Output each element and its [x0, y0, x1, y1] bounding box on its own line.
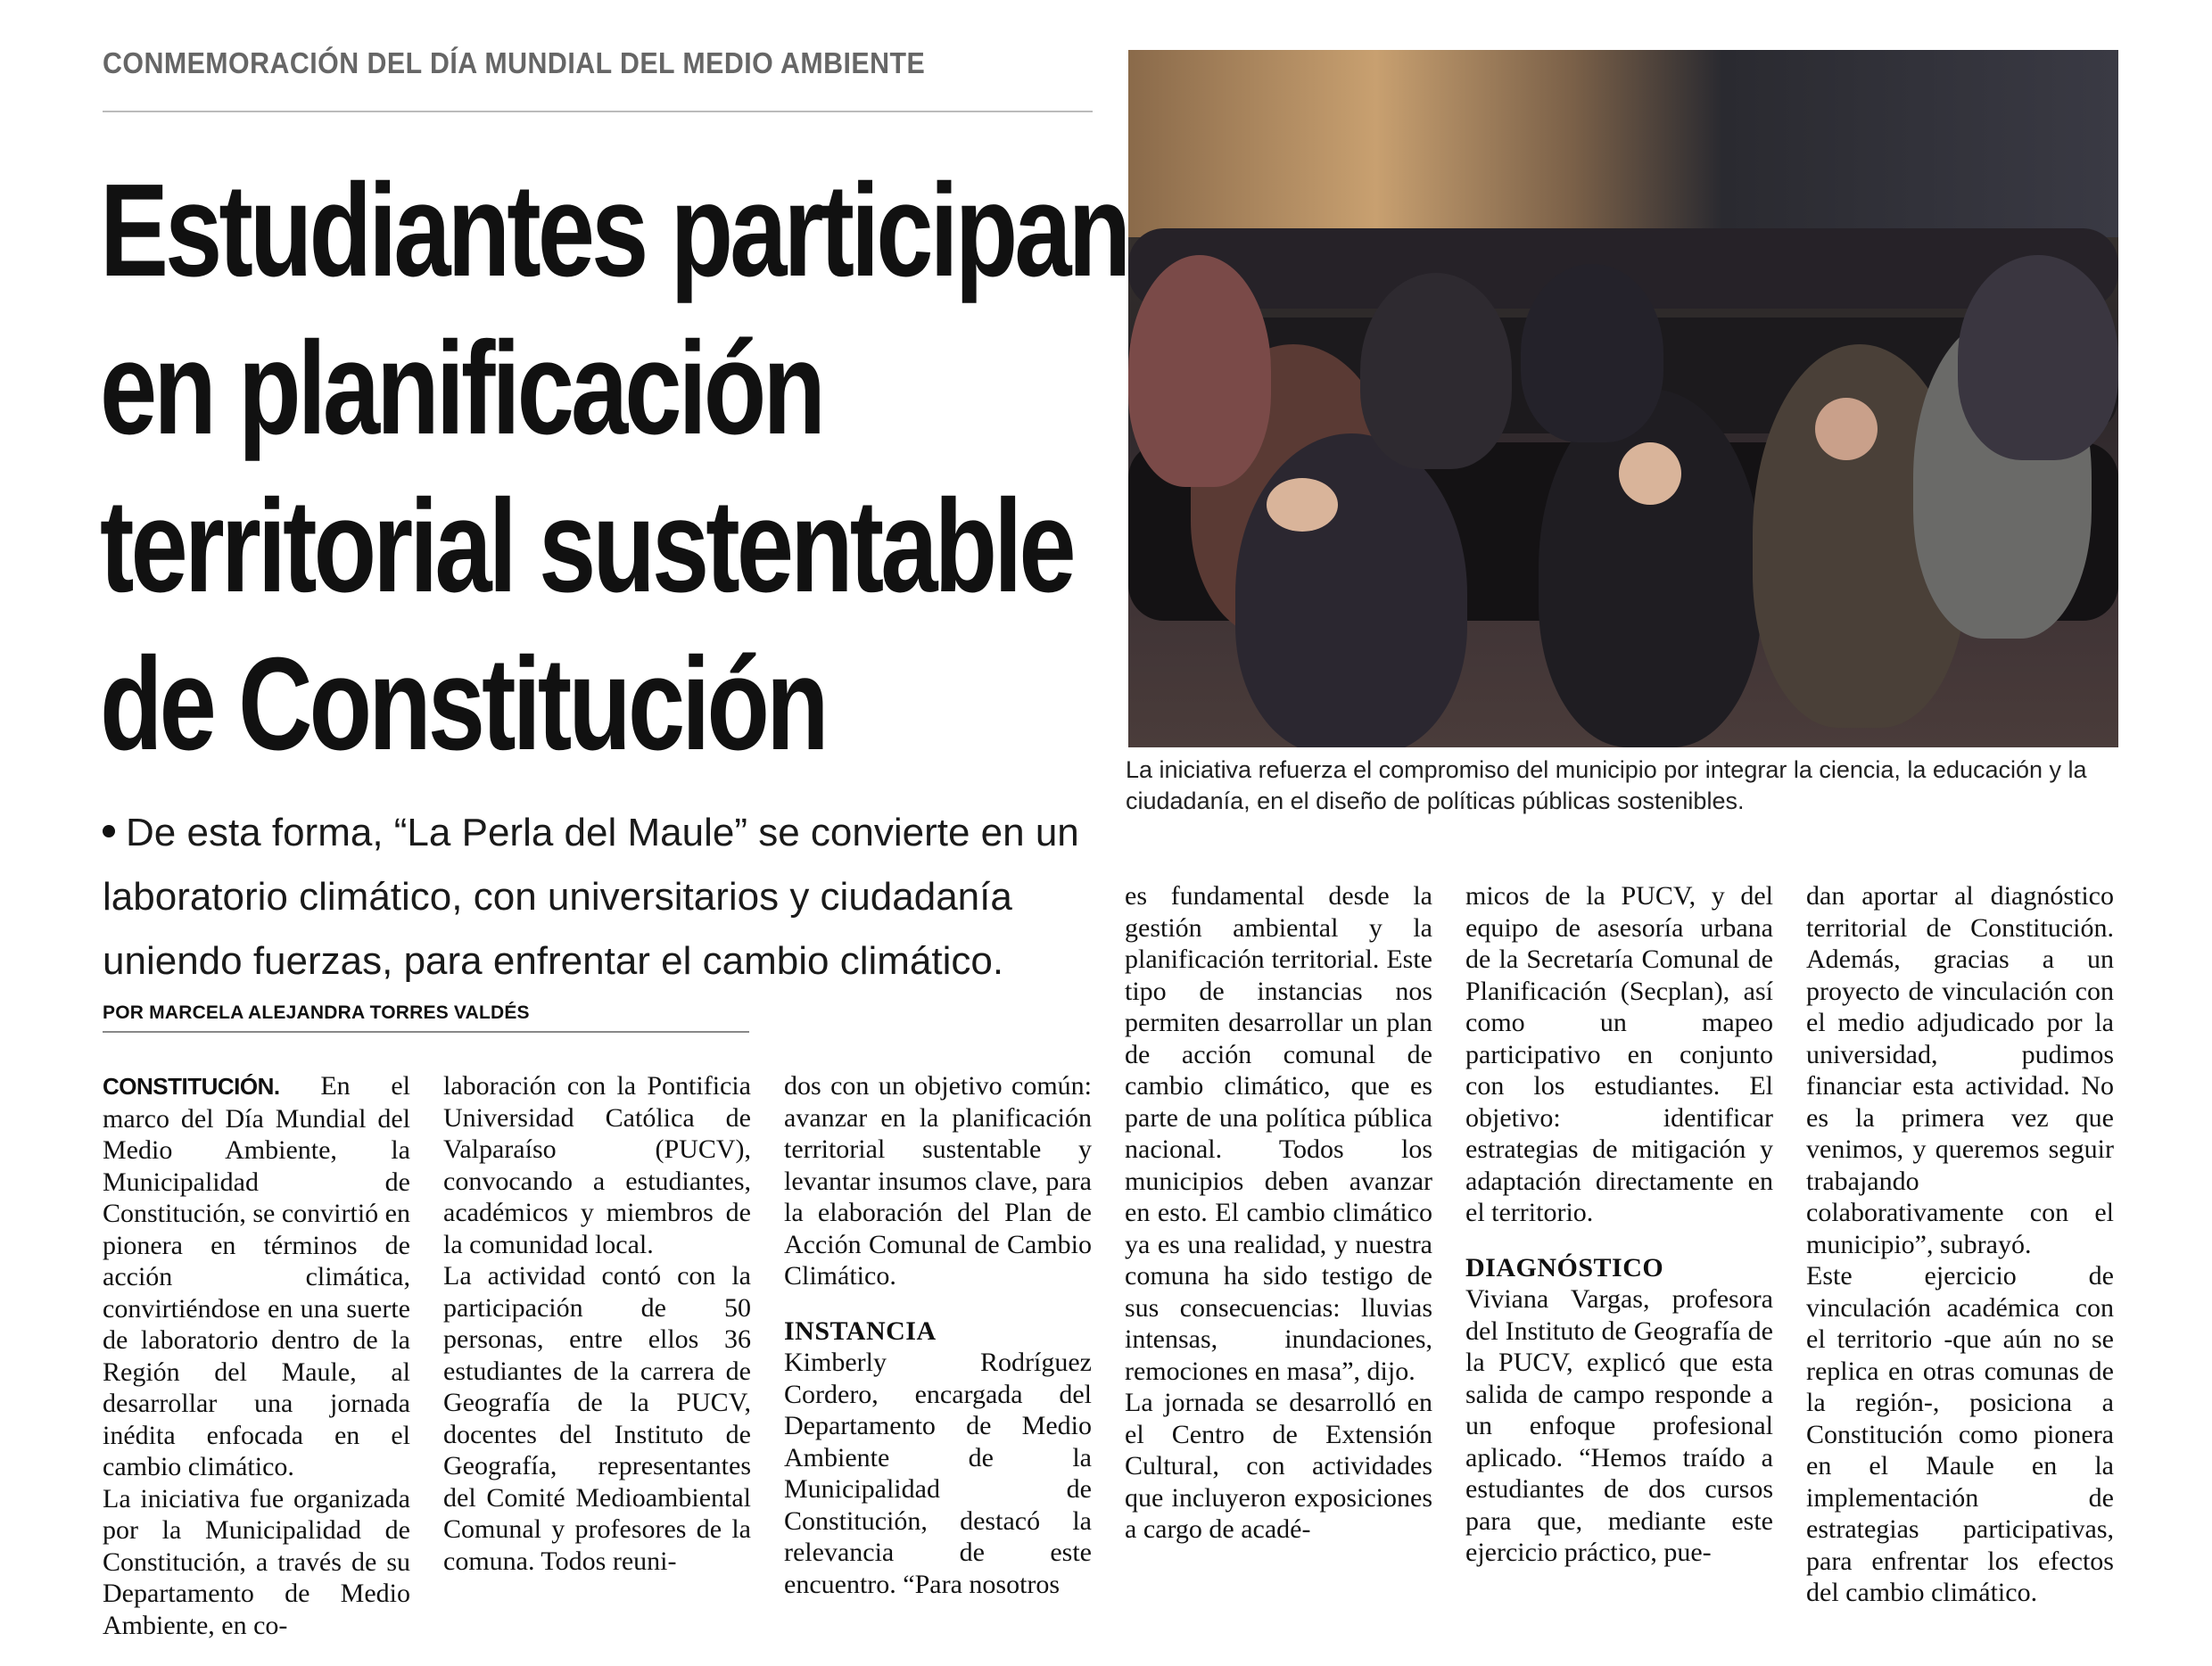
body-paragraph: La iniciativa fue organizada por la Municipalidad de Constitución, a través de su Departamento de Medio Ambiente, en co-: [103, 1483, 410, 1640]
byline-divider: [103, 1031, 749, 1033]
body-column: [1125, 880, 1432, 1546]
body-paragraph: Viviana Vargas, profesora del Instituto de Geografía de la PUCV, explicó que esta salida de campo responde a un enfoque profesional aplicado. “Hemos traído a estudiantes de dos cursos para que, mediante este ejercicio práctico, pue-: [1465, 1284, 1773, 1567]
body-paragraph: es fundamental desde la gestión ambiental y la planificación territorial. Este tipo de instancias nos permiten desarrollar un plan de acción comunal de cambio climático, que es parte de una política pública nacional. Todos los municipios deben avanzar en esto. El cambio climático ya es una realidad, y nuestra comuna ha sido testigo de sus consecuencias: lluvias intensas, inundaciones, remociones en masa”, dijo.: [1125, 881, 1432, 1386]
article-deck: [103, 801, 1093, 994]
body-paragraph: Kimberly Rodríguez Cordero, encargada del Departamento de Medio Ambiente de la Municipalidad de Constitución, destacó la relevancia de este encuentro. “Para nosotros: [784, 1348, 1092, 1599]
photo-background-wall: [1128, 50, 2118, 237]
section-kicker: CONMEMORACIÓN DEL DÍA MUNDIAL DEL MEDIO AMBIENTE: [103, 46, 926, 79]
photo-caption: La iniciativa refuerza el compromiso del municipio por integrar la ciencia, la educación y la ciudadanía, en el diseño de políticas públicas sostenibles.: [1126, 756, 2087, 814]
body-paragraph: micos de la PUCV, y del equipo de asesoría urbana de la Secretaría Comunal de Planificación (Secplan), así como un mapeo participativo en conjunto con los estudiantes. El objetivo: identificar estrategias de mitigación y adaptación directamente en el territorio.: [1465, 881, 1773, 1227]
deck-text: De esta forma, “La Perla del Maule” se convierte en un laboratorio climático, con universitarios y ciudadanía uniendo fuerzas, para enfrentar el cambio climático.: [103, 811, 1079, 983]
photo-person: [1619, 442, 1681, 505]
body-column: [1806, 880, 2114, 1609]
headline-line: Estudiantes participan: [100, 157, 1128, 304]
photo-person: [1267, 478, 1338, 532]
body-paragraph: laboración con la Pontificia Universidad Católica de Valparaíso (PUCV), convocando a estudiantes, académicos y miembros de la comunidad local.: [443, 1071, 751, 1259]
kicker-divider: [103, 111, 1093, 112]
body-paragraph: dan aportar al diagnóstico territorial de Constitución. Además, gracias a un proyecto de vinculación con el medio adjudicado por la universidad, pudimos financiar esta actividad. No es la primera vez que venimos, y queremos seguir trabajando colaborativamente con el municipio”, subrayó.: [1806, 881, 2114, 1259]
photo-person: [1521, 264, 1663, 442]
paragraph-text: En el marco del Día Mundial del Medio Ambiente, la Municipalidad de Constitución, se convirtió en pionera en términos de acción climática, convirtiéndose en una suerte de laboratorio dentro de la Región del Maule, al desarrollar una jornada inédita enfocada en el cambio climático.: [103, 1071, 410, 1481]
dateline: CONSTITUCIÓN.: [103, 1073, 280, 1100]
section-heading: INSTANCIA: [784, 1315, 937, 1346]
photo-person: [1360, 273, 1512, 469]
article-photo: [1128, 50, 2118, 747]
headline-line: territorial sustentable: [100, 473, 1073, 620]
headline-line: de Constitución: [100, 631, 826, 778]
photo-person: [1958, 255, 2118, 460]
body-paragraph: Este ejercicio de vinculación académica con el territorio -que aún no se replica en otras comunas de la región-, posiciona a Constitución como pionera en el Maule en la implementación de estrategias participativas, para enfrentar los efectos del cambio climático.: [1806, 1261, 2114, 1607]
body-column: [784, 1070, 1092, 1600]
bullet-icon: [103, 825, 115, 837]
body-paragraph: [103, 1070, 410, 1483]
section-heading: DIAGNÓSTICO: [1465, 1252, 1664, 1282]
headline-line: en planificación: [100, 315, 823, 462]
photo-person: [1235, 433, 1467, 747]
photo-person: [1815, 398, 1878, 460]
photo-person: [1128, 255, 1271, 487]
body-paragraph: La actividad contó con la participación de 50 personas, entre ellos 36 estudiantes de la carrera de Geografía de la PUCV, docentes del Instituto de Geografía, representantes del Comité Medioambiental Comunal y profesores de la comuna. Todos reuni-: [443, 1261, 751, 1576]
body-column: [443, 1070, 751, 1577]
body-column: [1465, 880, 1773, 1569]
body-column: [103, 1070, 410, 1641]
article-byline: POR MARCELA ALEJANDRA TORRES VALDÉS: [103, 1002, 530, 1023]
article-headline: [100, 152, 1128, 783]
body-paragraph: La jornada se desarrolló en el Centro de Extensión Cultural, con actividades que incluyeron exposiciones a cargo de acadé-: [1125, 1388, 1432, 1544]
body-paragraph: dos con un objetivo común: avanzar en la planificación territorial sustentable y levantar insumos clave, para la elaboración del Plan de Acción Comunal de Cambio Climático.: [784, 1071, 1092, 1291]
